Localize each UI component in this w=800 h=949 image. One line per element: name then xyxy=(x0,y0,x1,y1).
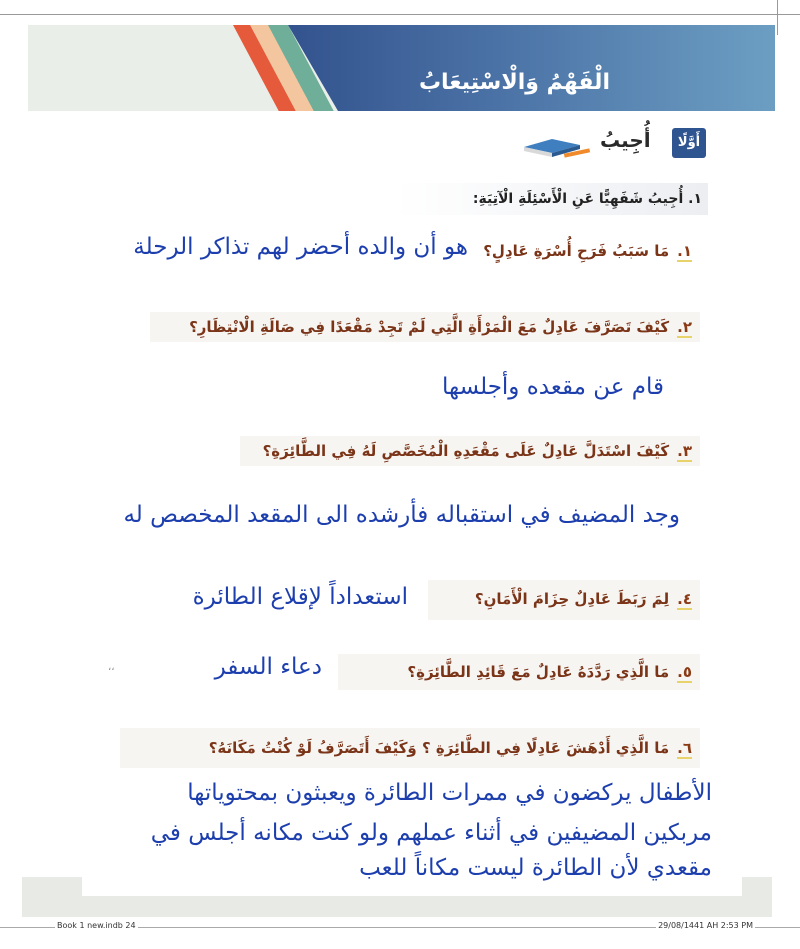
question-text: مَا سَبَبُ فَرَحِ أُسْرَةِ عَادِلٍ؟ xyxy=(483,242,670,260)
question-number: ٤. xyxy=(677,590,692,608)
answer-1: هو أن والده أحضر لهم تذاكر الرحلة xyxy=(133,234,468,260)
question-number: ١. xyxy=(677,242,692,260)
answer-4: استعداداً لإقلاع الطائرة xyxy=(192,584,408,610)
question-number: ٢. xyxy=(677,318,692,336)
question-text: مَا الَّذِي رَدَّدَهُ عَادِلٌ مَعَ قَائِدِ الطَّائِرَةِ؟ xyxy=(407,663,670,681)
instruction: ١. أُجِيبُ شَفَهِيًّا عَنِ الْأَسْئِلَةِ الْآتِيَةِ: xyxy=(395,183,708,215)
question-number: ٣. xyxy=(677,442,692,460)
question-number: ٥. xyxy=(677,663,692,681)
footer-file-info: Book 1 new.indb 24 xyxy=(57,921,136,930)
question-text: كَيْفَ تَصَرَّفَ عَادِلٌ مَعَ الْمَرْأَةِ الَّتِي لَمْ تَجِدْ مَقْعَدًا فِي صَالَةِ الْانْتِظَارِ؟ xyxy=(189,318,670,336)
question-text: مَا الَّذِي أَدْهَشَ عَادِلًا فِي الطَّائِرَةِ ؟ وَكَيْفَ أَتَصَرَّفُ لَوْ كُنْتُ مَكَانَهُ؟ xyxy=(208,739,670,757)
crop-line-right xyxy=(777,0,778,35)
answer-6-line-1: الأطفال يركضون في ممرات الطائرة ويعبثون بمحتوياتها xyxy=(187,780,712,806)
question-text: كَيْفَ اسْتَدَلَّ عَادِلٌ عَلَى مَقْعَدِهِ الْمُخَصَّصِ لَهُ فِي الطَّائِرَةِ؟ xyxy=(262,442,670,460)
answer-5: دعاء السفر xyxy=(214,654,322,680)
answer-2: قام عن مقعده وأجلسها xyxy=(441,374,664,400)
question-5 xyxy=(338,654,700,690)
answer-6-line-3: مقعدي لأن الطائرة ليست مكاناً للعب xyxy=(359,855,712,881)
stray-mark: ،، xyxy=(108,662,115,673)
section-badge: أَوَّلًا xyxy=(672,128,706,158)
page-title: الْفَهْمُ وَالْاسْتِيعَابُ xyxy=(418,70,610,95)
section-heading: أُجِيبُ xyxy=(600,128,651,152)
answer-6-line-2: مربكين المضيفين في أثناء عملهم ولو كنت مكانه أجلس في xyxy=(150,820,712,846)
question-1 xyxy=(475,236,700,266)
question-text: لِمَ رَبَطَ عَادِلٌ حِزَامَ الْأَمَانِ؟ xyxy=(474,590,670,608)
question-3 xyxy=(240,436,700,466)
question-2 xyxy=(150,312,700,342)
question-4 xyxy=(428,580,700,620)
question-number: ٦. xyxy=(677,739,692,757)
header-banner xyxy=(28,25,775,111)
book-pencil-icon xyxy=(522,137,582,155)
footer-timestamp: 29/08/1441 AH 2:53 PM xyxy=(658,921,753,930)
question-6 xyxy=(120,728,700,768)
answer-3: وجد المضيف في استقباله فأرشده الى المقعد المخصص له xyxy=(123,502,680,528)
crop-line-top xyxy=(0,14,800,15)
banner-blue xyxy=(258,25,775,111)
